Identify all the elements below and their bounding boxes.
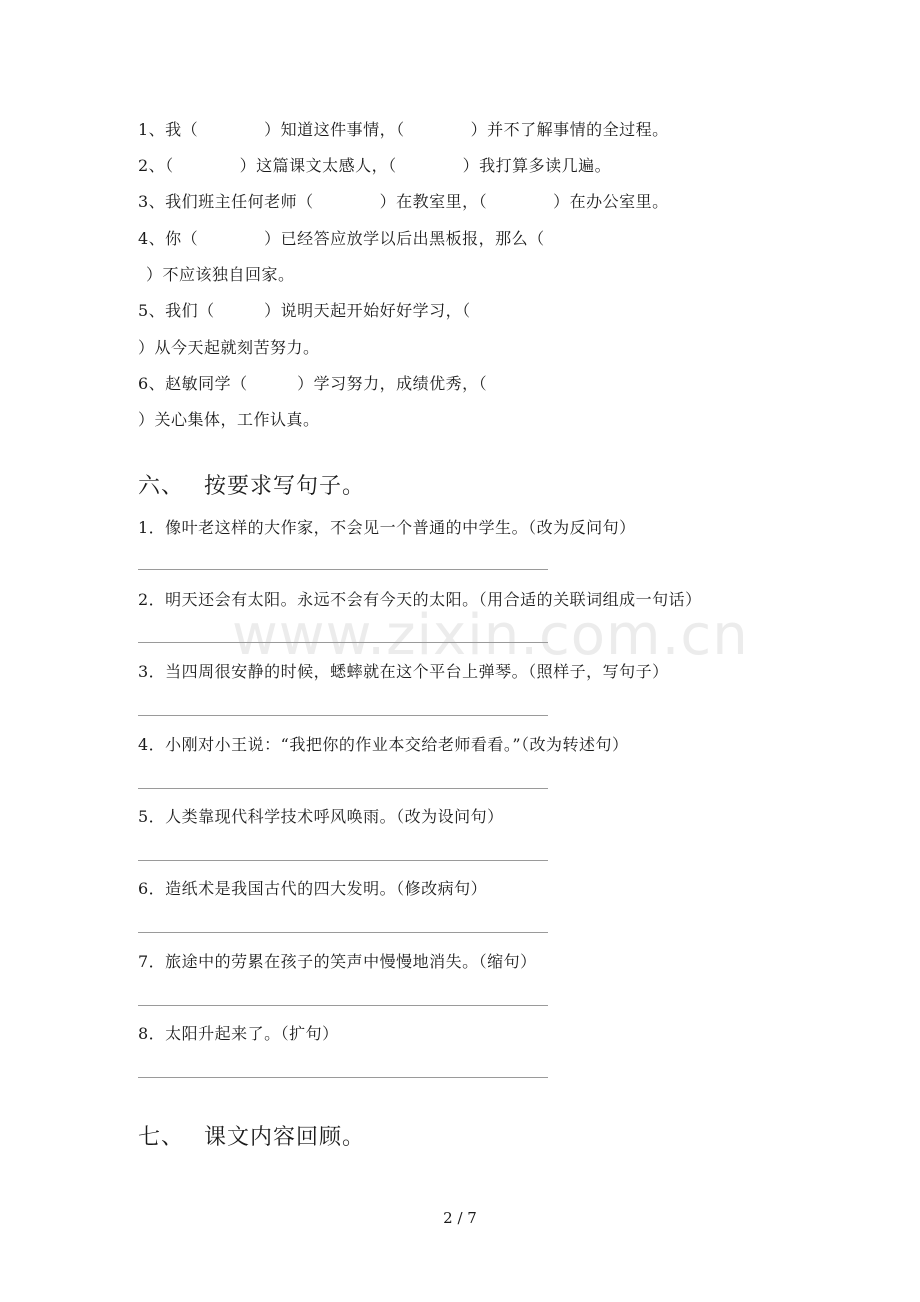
- answer-line-4: [138, 788, 548, 789]
- fill-in-line-2: 2、（ ）这篇课文太感人，（ ）我打算多读几遍。: [138, 156, 612, 175]
- answer-line-2: [138, 642, 548, 643]
- fill-in-line-5a: 5、我们（ ）说明天起开始好好学习，（: [138, 301, 471, 320]
- question-3: 3．当四周很安静的时候，蟋蟀就在这个平台上弹琴。（照样子，写句子）: [138, 662, 669, 681]
- section-6-heading: [138, 473, 365, 501]
- fill-in-line-1: 1、我（ ）知道这件事情，（ ）并不了解事情的全过程。: [138, 120, 669, 139]
- question-1: 1．像叶老这样的大作家，不会见一个普通的中学生。（改为反问句）: [138, 518, 636, 537]
- section-7-heading: [138, 1124, 365, 1152]
- answer-line-7: [138, 1005, 548, 1006]
- page-number: 2 / 7: [443, 1209, 477, 1227]
- fill-in-line-6b: ）关心集体，工作认真。: [138, 410, 320, 429]
- answer-line-1: [138, 569, 548, 570]
- fill-in-line-4a: 4、你（ ）已经答应放学以后出黑板报，那么（: [138, 229, 545, 248]
- answer-line-6: [138, 932, 548, 933]
- question-8: 8．太阳升起来了。（扩句）: [138, 1024, 339, 1043]
- question-4: 4．小刚对小王说：“我把你的作业本交给老师看看。”（改为转述句）: [138, 735, 629, 754]
- question-2: 2．明天还会有太阳。永远不会有今天的太阳。（用合适的关联词组成一句话）: [138, 590, 702, 609]
- section-7-title: 课文内容回顾。: [204, 1125, 366, 1150]
- section-6-number: 六、: [138, 474, 174, 499]
- fill-in-line-4b: ）不应该独自回家。: [146, 265, 295, 284]
- answer-line-8: [138, 1077, 548, 1078]
- fill-in-line-3: 3、我们班主任何老师（ ）在教室里，（ ）在办公室里。: [138, 192, 669, 211]
- section-6-title: 按要求写句子。: [204, 474, 366, 499]
- section-7-number: 七、: [138, 1125, 174, 1150]
- answer-line-5: [138, 860, 548, 861]
- answer-line-3: [138, 715, 548, 716]
- fill-in-line-6a: 6、赵敏同学（ ）学习努力，成绩优秀，（: [138, 374, 488, 393]
- question-5: 5．人类靠现代科学技术呼风唤雨。（改为设问句）: [138, 807, 504, 826]
- fill-in-line-5b: ）从今天起就刻苦努力。: [138, 338, 320, 357]
- question-6: 6．造纸术是我国古代的四大发明。（修改病句）: [138, 879, 488, 898]
- question-7: 7．旅途中的劳累在孩子的笑声中慢慢地消失。（缩句）: [138, 952, 537, 971]
- watermark: www.zixin.com.cn: [232, 603, 749, 668]
